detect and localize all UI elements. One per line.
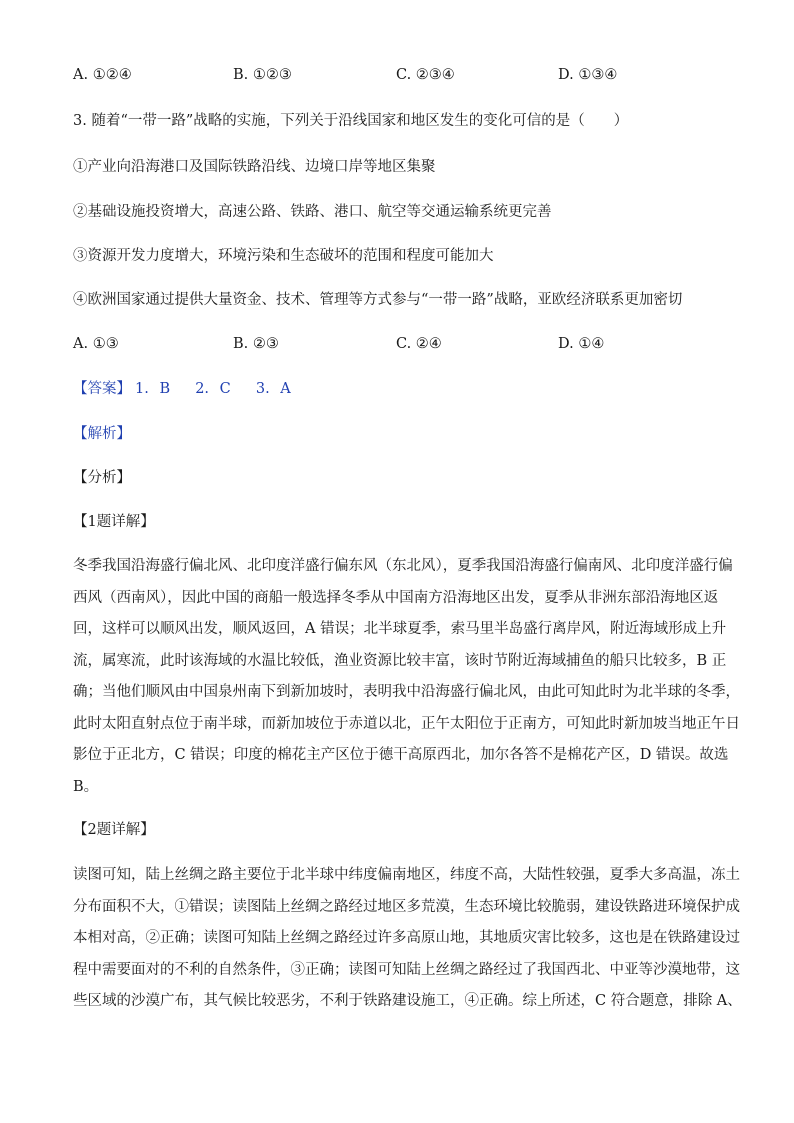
q3-stem: 3. 随着“一带一路”战略的实施，下列关于沿线国家和地区发生的变化可信的是（ ） — [73, 113, 629, 129]
detail1-line: 西风（西南风），因此中国的商船一般选择冬季从中国南方沿海地区出发，夏季从非洲东部沿海地区返 — [73, 589, 719, 606]
detail1-line: 此时太阳直射点位于南半球，而新加坡位于赤道以北，正午太阳位于正南方，可知此时新加坡当地正午日 — [73, 715, 740, 732]
q3-option-d: D. ①④ — [558, 336, 605, 352]
detail2-paragraph — [73, 860, 742, 1018]
q3-item-3: ③资源开发力度增大，环境污染和生态破坏的范围和程度可能加大 — [73, 248, 494, 264]
detail1-label: 【1题详解】 — [73, 514, 155, 530]
detail1-line: B。 — [73, 778, 99, 795]
q2-option-d: D. ①③④ — [558, 67, 618, 83]
q3-option-c: C. ②④ — [396, 336, 442, 352]
q3-item-4: ④欧洲国家通过提供大量资金、技术、管理等方式参与“一带一路”战略，亚欧经济联系更加密切 — [73, 292, 683, 308]
detail1-line: 冬季我国沿海盛行偏北风、北印度洋盛行偏东风（东北风），夏季我国沿海盛行偏南风、北印度洋盛行偏 — [73, 558, 733, 574]
answer-text: 1. B 2. C 3. A — [135, 381, 291, 397]
q2-options — [73, 65, 723, 85]
q3-item-2: ②基础设施投资增大，高速公路、铁路、港口、航空等交通运输系统更完善 — [73, 204, 552, 220]
detail1-paragraph — [73, 551, 740, 803]
detail1-line: 影位于正北方，C 错误；印度的棉花主产区位于德干高原西北，加尔各答不是棉花产区，D 错误。故选 — [73, 747, 729, 763]
analysis-label: 【解析】 — [73, 426, 131, 442]
detail2-label: 【2题详解】 — [73, 822, 155, 838]
detail2-line: 读图可知，陆上丝绸之路主要位于北半球中纬度偏南地区，纬度不高，大陆性较强，夏季大多高温，冻土 — [73, 867, 740, 883]
q3-item-1: ①产业向沿海港口及国际铁路沿线、边境口岸等地区集聚 — [73, 159, 436, 175]
detail1-line: 确；当他们顺风由中国泉州南下到新加坡时，表明我中沿海盛行偏北风，由此可知此时为北半球的冬季， — [73, 684, 740, 700]
detail1-line: 流，属寒流，此时该海域的水温比较低，渔业资源比较丰富，该时节附近海域捕鱼的船只比较多，B 正 — [73, 652, 727, 669]
detail2-line: 分布面积不大，①错误；读图陆上丝绸之路经过地区多荒漠，生态环境比较脆弱，建设铁路进环境保护成 — [73, 898, 740, 915]
q2-option-c: C. ②③④ — [396, 67, 455, 83]
q2-option-a: A. ①②④ — [73, 67, 132, 83]
fenxi-label: 【分析】 — [73, 470, 131, 486]
q3-options — [73, 334, 723, 354]
detail2-line: 本相对高，②正确；读图可知陆上丝绸之路经过许多高原山地，其地质灾害比较多，这也是在铁路建设过 — [73, 930, 740, 946]
detail2-line: 程中需要面对的不利的自然条件，③正确；读图可知陆上丝绸之路经过了我国西北、中亚等沙漠地带，这 — [73, 961, 740, 978]
answer-label: 【答案】 — [73, 381, 131, 397]
q3-option-a: A. ①③ — [73, 336, 119, 352]
answer-line — [73, 379, 291, 399]
detail2-line: 些区域的沙漠广布，其气候比较恶劣，不利于铁路建设施工，④正确。综上所述，C 符合题意，排除 A、 — [73, 993, 742, 1009]
q2-option-b: B. ①②③ — [233, 67, 292, 83]
detail1-line: 回，这样可以顺风出发，顺风返回，A 错误；北半球夏季，索马里半岛盛行离岸风，附近海域形成上升 — [73, 621, 727, 637]
q3-option-b: B. ②③ — [233, 336, 279, 352]
